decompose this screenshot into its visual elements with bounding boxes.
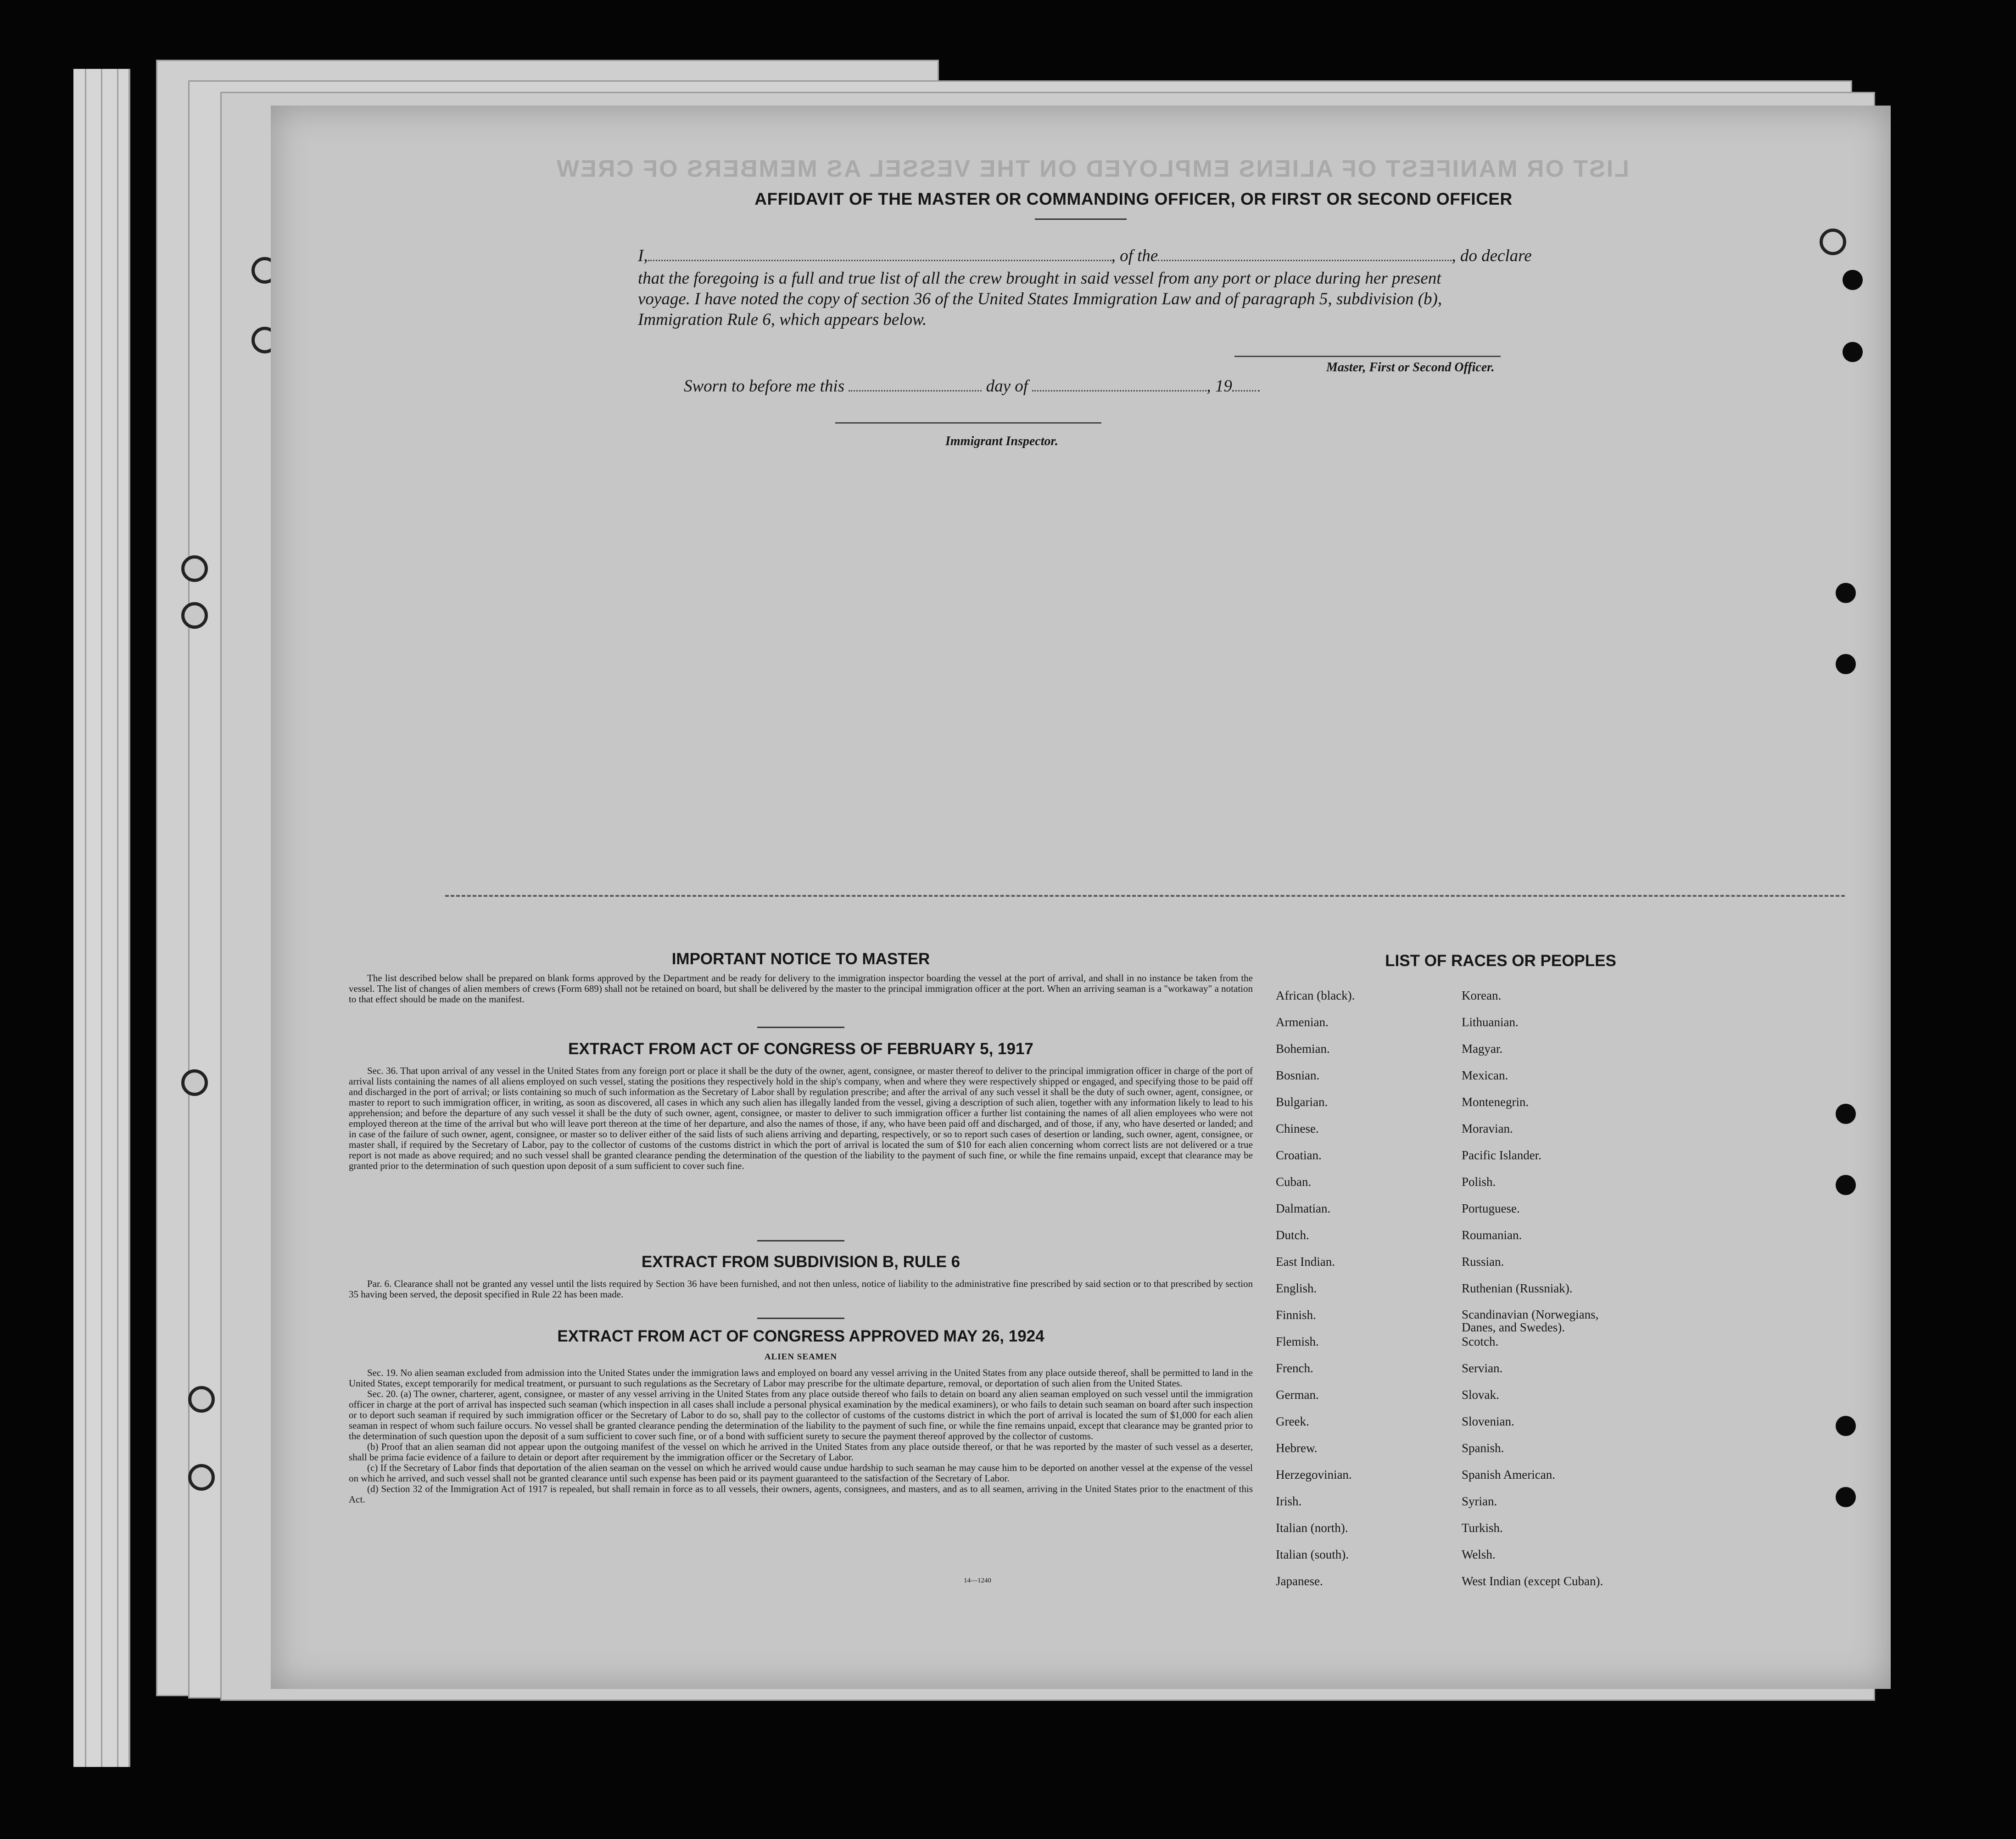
race-item: Ruthenian (Russniak). [1462, 1281, 1573, 1295]
punch-hole [1843, 270, 1863, 290]
section-divider [445, 895, 1845, 897]
race-item: Syrian. [1462, 1494, 1497, 1508]
race-item: Japanese. [1276, 1574, 1323, 1588]
section-rule [757, 1027, 844, 1028]
punch-hole [1836, 583, 1856, 603]
race-item: Armenian. [1276, 1015, 1329, 1029]
affidavit-rule [1035, 218, 1127, 220]
form-number: 14—1240 [964, 1577, 991, 1584]
race-item: Italian (south). [1276, 1548, 1349, 1561]
race-item: Roumanian. [1462, 1228, 1522, 1242]
race-item: Montenegrin. [1462, 1095, 1529, 1109]
crew-manifest-back-page [271, 106, 1891, 1689]
extract-1917-title: EXTRACT FROM ACT OF CONGRESS OF FEBRUARY 5, 1917 [568, 1040, 1033, 1058]
punch-hole [1836, 1175, 1856, 1195]
race-item: West Indian (except Cuban). [1462, 1574, 1603, 1588]
master-signature-label: Master, First or Second Officer. [1326, 360, 1495, 375]
race-item: Croatian. [1276, 1148, 1322, 1162]
race-item: Bosnian. [1276, 1068, 1320, 1082]
race-item: Dutch. [1276, 1228, 1309, 1242]
punch-hole [1836, 1487, 1856, 1507]
race-item: Russian. [1462, 1255, 1504, 1269]
binder-hole [181, 555, 208, 582]
rule6-title: EXTRACT FROM SUBDIVISION B, RULE 6 [641, 1253, 961, 1271]
race-item: Greek. [1276, 1414, 1309, 1428]
race-item: Bohemian. [1276, 1042, 1330, 1056]
inspector-signature-label: Immigrant Inspector. [945, 434, 1058, 448]
sworn-line: Sworn to before me this day of , 19 [684, 376, 1260, 396]
section-rule [757, 1318, 844, 1319]
binder-hole [188, 1386, 215, 1413]
races-list-title: LIST OF RACES OR PEOPLES [1385, 952, 1616, 970]
race-item: Dalmatian. [1276, 1202, 1331, 1215]
race-item: English. [1276, 1281, 1317, 1295]
race-item: Scotch. [1462, 1335, 1499, 1348]
alien-seamen-subtitle: ALIEN SEAMEN [764, 1352, 838, 1362]
race-item: Lithuanian. [1462, 1015, 1519, 1029]
extract-1924-title: EXTRACT FROM ACT OF CONGRESS APPROVED MAY 26, 1924 [557, 1327, 1044, 1345]
race-item: East Indian. [1276, 1255, 1335, 1269]
affidavit-text-line: voyage. I have noted the copy of section 36 of the United States Immigration Law and of paragraph 5, subdivision (b), [638, 290, 1442, 308]
punch-hole [1836, 1104, 1856, 1124]
punch-hole [1836, 1416, 1856, 1436]
race-item: Mexican. [1462, 1068, 1508, 1082]
race-item: Herzegovinian. [1276, 1468, 1352, 1481]
races-right-column [1462, 989, 1627, 1601]
race-item: Polish. [1462, 1175, 1496, 1189]
race-item: Turkish. [1462, 1521, 1503, 1535]
race-item: Italian (north). [1276, 1521, 1348, 1535]
punch-hole [1820, 229, 1846, 255]
race-item: Moravian. [1462, 1122, 1513, 1135]
races-left-column [1276, 989, 1355, 1601]
master-signature-line [1234, 356, 1501, 357]
race-item: Hebrew. [1276, 1441, 1318, 1455]
punch-hole [1836, 654, 1856, 674]
rule6-text: Par. 6. Clearance shall not be granted any vessel until the lists required by Section 36 have been furnished, and not then unless, notice of liability to the administrative fine prescribed by said section or to that prescribed by section 35 having been served, the deposit specified in Rule 22 has been made. [349, 1278, 1253, 1300]
affidavit-declaration-line: I, , of the , do declare [638, 246, 1532, 265]
race-item: Servian. [1462, 1361, 1503, 1375]
race-item: Pacific Islander. [1462, 1148, 1541, 1162]
bleed-through-title: LIST OR MANIFEST OF ALIENS EMPLOYED ON THE VESSEL AS MEMBERS OF CREW [555, 156, 1629, 182]
race-item: Portuguese. [1462, 1202, 1520, 1215]
race-item: Korean. [1462, 989, 1502, 1002]
race-item: Magyar. [1462, 1042, 1503, 1056]
race-item: African (black). [1276, 989, 1355, 1002]
race-item: Spanish. [1462, 1441, 1504, 1455]
section-rule [757, 1240, 844, 1241]
race-item: Slovak. [1462, 1388, 1499, 1402]
binder-hole [188, 1464, 215, 1491]
affidavit-text-line: Immigration Rule 6, which appears below. [638, 310, 927, 329]
binder-hole [181, 1069, 208, 1096]
affidavit-title: AFFIDAVIT OF THE MASTER OR COMMANDING OFFICER, OR FIRST OR SECOND OFFICER [754, 190, 1513, 208]
extract-1924-text: Sec. 19. No alien seaman excluded from admission into the United States under the immigration laws and employed on board any vessel arriving in the United States from any place outside thereof, shall be permitted to land in the United States, except temporarily for medical treatment, or pursuant to such regulations as the Secretary of Labor may prescribe for the ultimate departure, removal, or deportation of such alien from the United States. Sec. 20. (a) The owner, charterer, agent, consignee, or master of any vessel arriving in the United States from any place outside thereof who fails to detain on board any alien seaman employed on such vessel until the immigration officer in charge at the port of arrival has inspected such seaman (which inspection in all cases shall include a personal physical examination by the medical examiners), or who fails to detain such seaman on board after such inspection or to deport such seaman if required by such immigration officer or the Secretary of Labor to do so, shall pay to the collector of customs of the customs district in which the port of arrival is located the sum of $1,000 for each alien seaman in respect of whom such failure occurs. No vessel shall be granted clearance pending the determination of the liability to the payment of such fine, or while the fine remains unpaid, except that clearance may be granted prior to the determination of such question upon the deposit of a sum sufficient to cover such fine, or of a bond with sufficient surety to secure the payment thereof approved by the collector of customs. (b) Proof that an alien seaman did not appear upon the outgoing manifest of the vessel on which he arrived in the United States from any place outside thereof, or that he was reported by the master of such vessel as a deserter, shall be prima facie evidence of a failure to detain or deport after requirement by the immigration officer or the Secretary of Labor. (c) If the Secretary of Labor finds that deportation of the alien seaman on the vessel on which he arrived would cause undue hardship to such seaman he may cause him to be deported on another vessel at the expense of the vessel on which he arrived, and such vessel shall not be granted clearance until such expense has been paid or its payment guaranteed to the satisfaction of the Secretary of Labor. (d) Section 32 of the Immigration Act of 1917 is repealed, but shall remain in force as to all vessels, their owners, agents, consignees, and masters, and as to all seamen, arriving in the United States prior to the enactment of this Act. [349, 1367, 1253, 1505]
notice-text: The list described below shall be prepared on blank forms approved by the Department and be ready for delivery to the immigration inspector boarding the vessel at the port of arrival, and shall in no instance be taken from the vessel. The list of changes of alien members of crews (Form 689) shall not be retained on board, but shall be delivered by the master to the principal immigration officer at the port. When an arriving seaman is a "workaway" a notation to that effect should be made on the manifest. [349, 973, 1253, 1005]
binder-hole [181, 602, 208, 629]
race-item: Chinese. [1276, 1122, 1319, 1135]
race-item: Spanish American. [1462, 1468, 1555, 1481]
race-item: Bulgarian. [1276, 1095, 1328, 1109]
race-item: Flemish. [1276, 1335, 1319, 1348]
race-item: Irish. [1276, 1494, 1302, 1508]
binder-strip [73, 69, 130, 1767]
punch-hole [1843, 342, 1863, 362]
race-item: German. [1276, 1388, 1319, 1402]
inspector-signature-line [835, 422, 1101, 424]
race-item: Welsh. [1462, 1548, 1496, 1561]
race-item: French. [1276, 1361, 1313, 1375]
notice-title: IMPORTANT NOTICE TO MASTER [671, 950, 930, 968]
affidavit-text-line: that the foregoing is a full and true list of all the crew brought in said vessel from any port or place during her present [638, 269, 1441, 288]
race-item: Scandinavian (Norwegians, Danes, and Swedes). [1462, 1308, 1599, 1334]
race-item: Finnish. [1276, 1308, 1316, 1322]
race-item: Slovenian. [1462, 1414, 1514, 1428]
extract-1917-text: Sec. 36. That upon arrival of any vessel in the United States from any foreign port or place it shall be the duty of the owner, agent, consignee, or master thereof to deliver to the principal immigration officer in charge of the port of arrival lists containing the names of all aliens employed on such vessel, stating the positions they respectively hold in the ship's company, when and where they were respectively shipped or engaged, and specifying those to be paid off and discharged in the port of arrival; or lists containing so much of such information as the Secretary of Labor shall by regulation prescribe; and after the arrival of any such vessel it shall be the duty of such owner, agent, consignee, or master to report to such immigration officer, in writing, as soon as discovered, all cases in which any such alien has illegally landed from the vessel, giving a description of such alien, together with any information likely to lead to his apprehension; and before the departure of any such vessel it shall be the duty of such owner, agent, consignee, or master to deliver to such immigration officer a further list containing the names of all alien employees who were not employed thereon at the time of the arrival but who will leave port thereon at the time of her departure, and also the names of those, if any, who have been paid off and discharged, and of those, if any, who have deserted or landed; and in case of the failure of such owner, agent, consignee, or master so to deliver either of the said lists of such aliens arriving and departing, respectively, or so to report such cases of desertion or landing, such owner, agent, consignee, or master shall, if required by the Secretary of Labor, pay to the collector of customs of the customs district in which the port of arrival is located the sum of $10 for each alien concerning whom correct lists are not delivered or a true report is not made as above required; and no such vessel shall be granted clearance pending the determination of the question of the liability to the payment of such fine, or while the fine remains unpaid, except that clearance may be granted prior to the determination of such question upon deposit of a sum sufficient to cover such fine. [349, 1065, 1253, 1171]
race-item: Cuban. [1276, 1175, 1312, 1189]
